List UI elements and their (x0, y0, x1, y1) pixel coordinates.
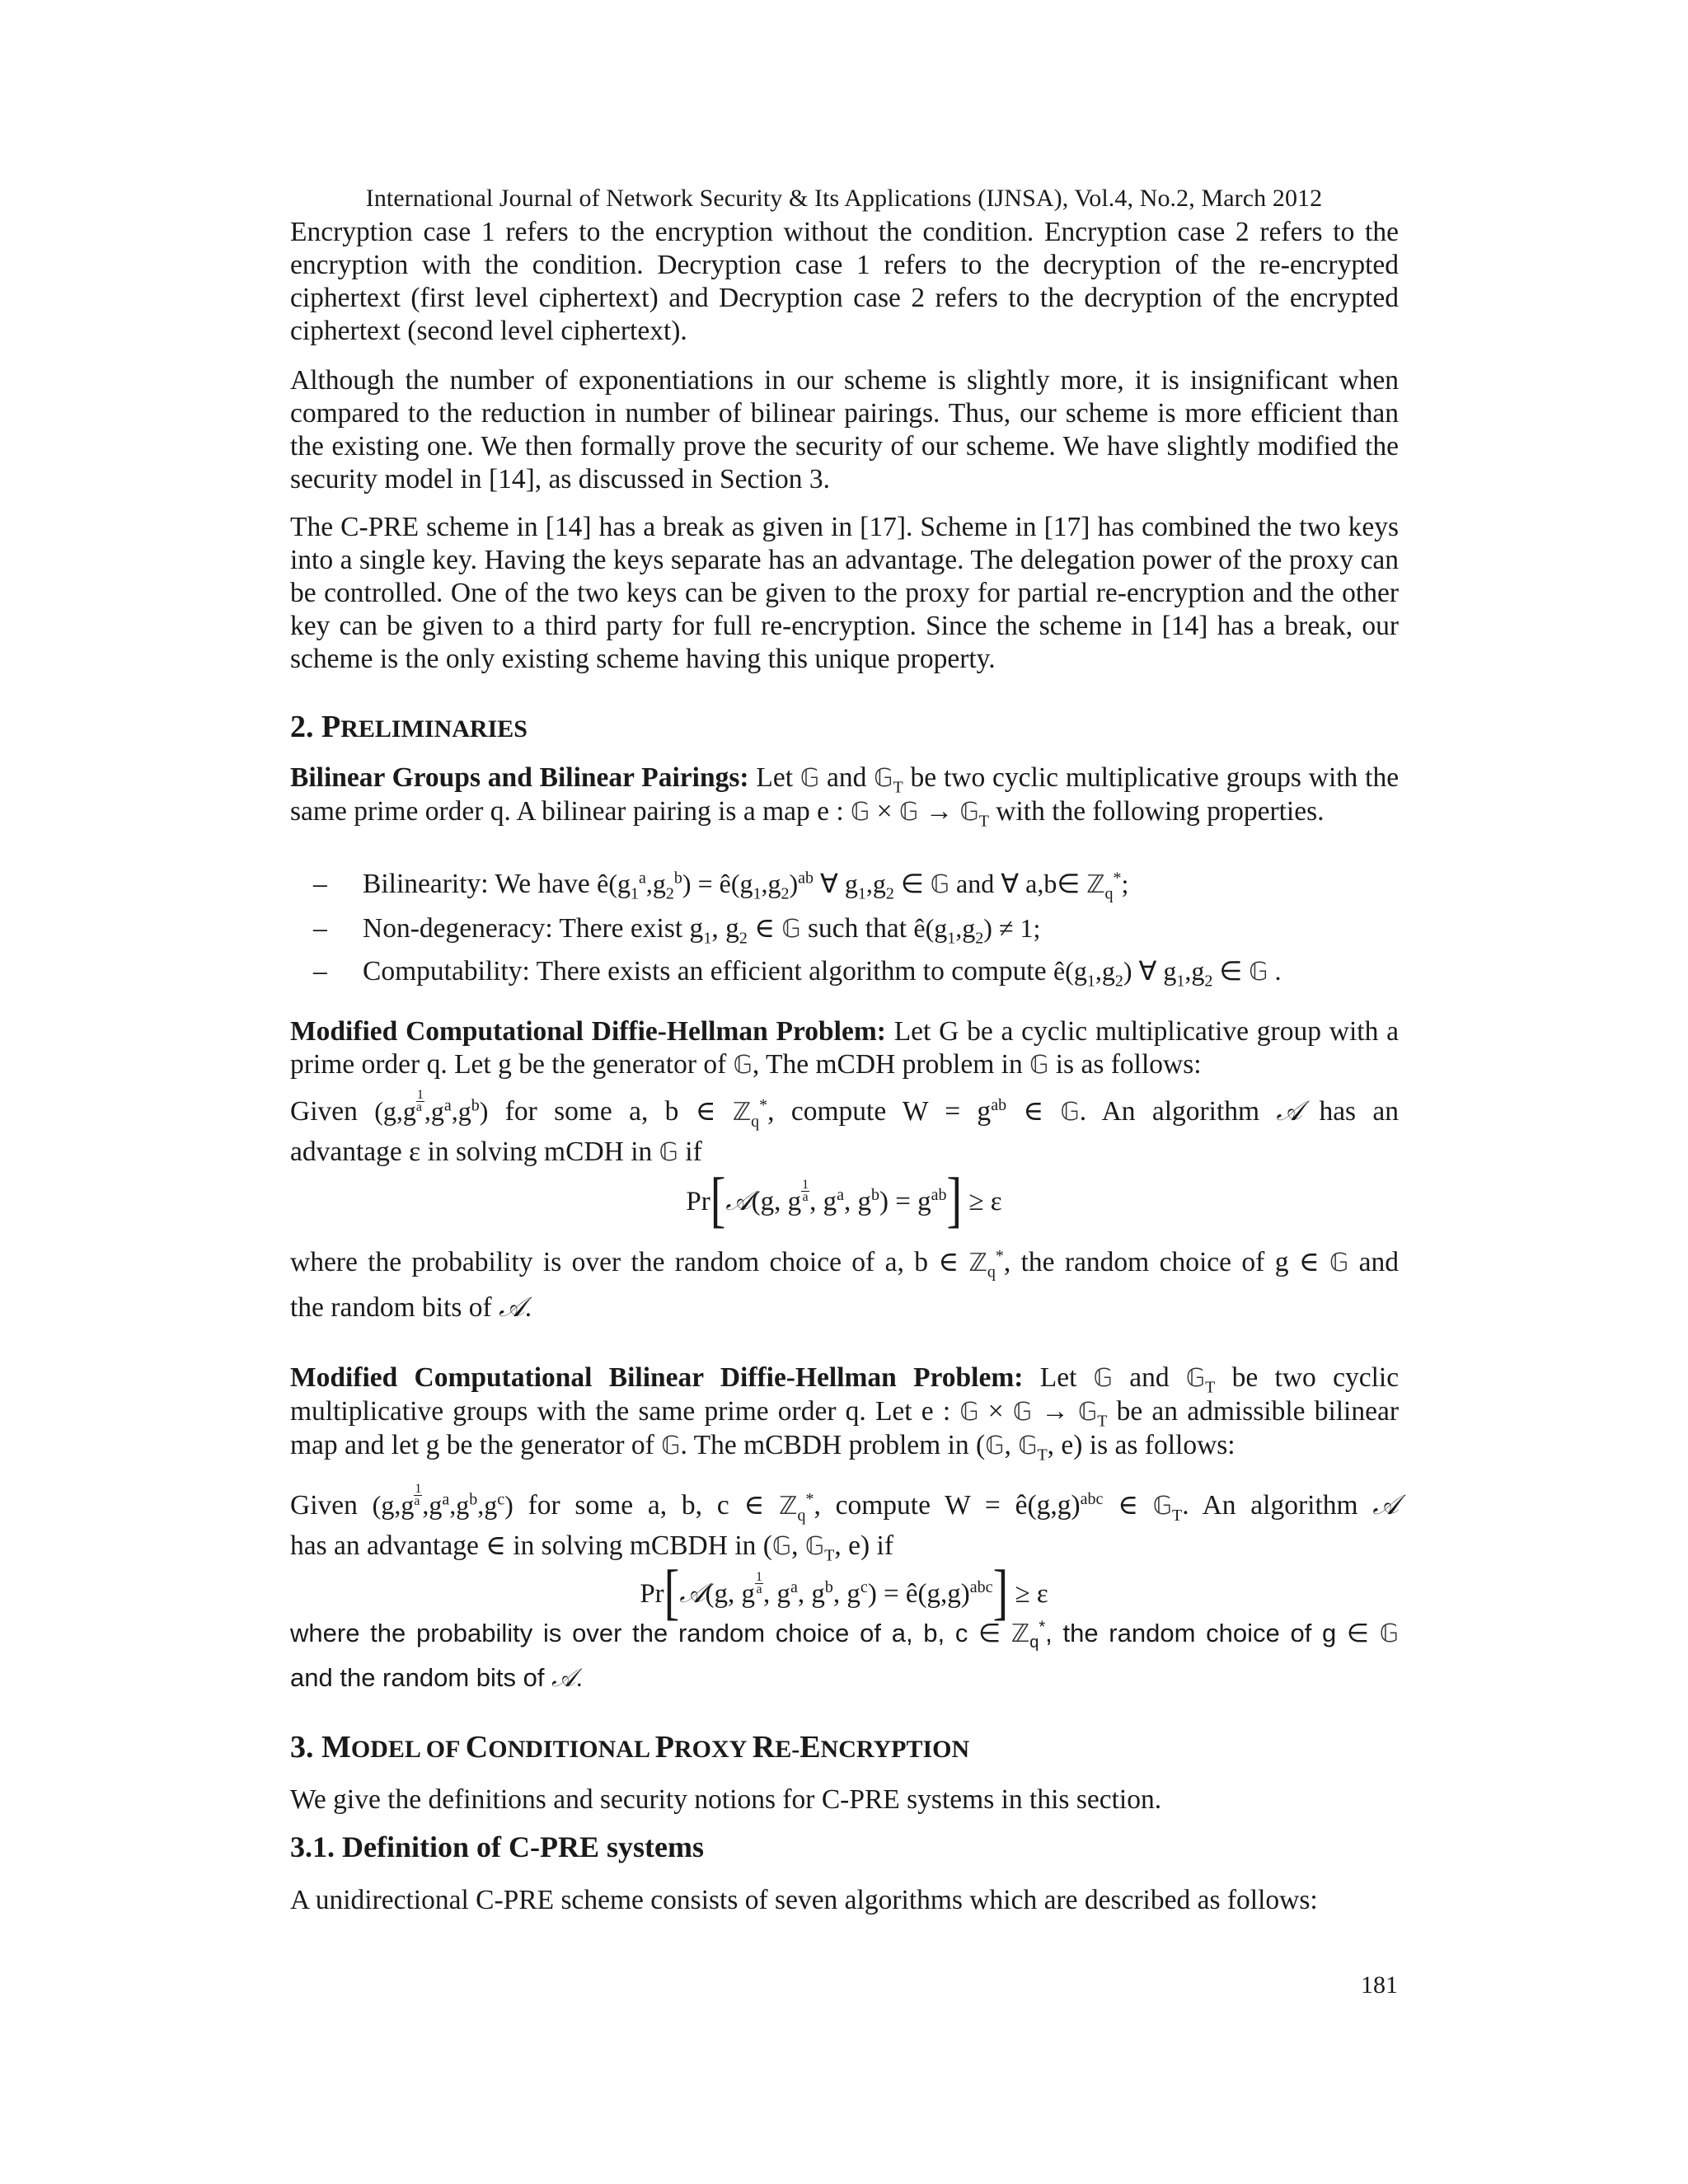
mcdh-bits-line: the random bits of 𝒜. (290, 1291, 532, 1323)
section-3-heading: 3. MODEL OF CONDITIONAL PROXY RE-ENCRYPTION (290, 1730, 970, 1765)
mcbdh-bits-line: and the random bits of 𝒜. (290, 1663, 584, 1693)
mcdh-advantage-line: advantage ε in solving mCDH in 𝔾 if (290, 1137, 702, 1167)
bilinear-groups-lead: Bilinear Groups and Bilinear Pairings: (290, 762, 749, 793)
mcbdh-where-line: where the probability is over the random choice of a, b, c ∈ ℤ$_q$*, the random choice of g ∈ 𝔾 (290, 1618, 1399, 1652)
section-2-heading: 2. PRELIMINARIES (290, 710, 528, 744)
intro-paragraph-1: Encryption case 1 refers to the encryption without the condition. Encryption case 2 refers to the encryption with the condition. Decryption case 1 refers to the decryption of the re-encrypted ciphertext (first level ciphertext) and Decryption case 2 refers to the decryption of the encrypted ciphertext (second level ciphertext). (290, 217, 1399, 346)
section-3-intro: We give the definitions and security notions for C-PRE systems in this section. (290, 1784, 1162, 1815)
subsection-3-1-text: A unidirectional C-PRE scheme consists of seven algorithms which are described as follows: (290, 1885, 1318, 1915)
mcbdh-given-line: Given (g,g $\frac{1}{a}$ $,g^a,g^b,g^c$) for some a, b, c ∈ ℤ$_q$*, compute $W = ê(g,g)^{abc}$ ∈ 𝔾$_T$. An algorithm 𝒜 (290, 1482, 1400, 1525)
page-number: 181 (1361, 1971, 1398, 1999)
mcbdh-advantage-line: has an advantage ∈ in solving mCBDH in (𝔾, 𝔾$_T$, e) if (290, 1530, 894, 1565)
subsection-3-1-heading: 3.1. Definition of C-PRE systems (290, 1830, 704, 1863)
bullet-non-degeneracy: – Non-degeneracy: There exist $g_1$, $g_2$ ∈ 𝔾 such that $ê(g_1,g_2) \ne 1$; (313, 913, 1041, 948)
running-head: International Journal of Network Security & Its Applications (IJNSA), Vol.4, No.2, March 2012 (365, 185, 1323, 212)
mcdh-paragraph: Modified Computational Diffie-Hellman Problem: Let G be a cyclic multiplicative group with a prime order q. Let g be the generator of 𝔾, The mCDH problem in 𝔾 is as follows: (290, 1016, 1399, 1080)
mcdh-where-line: where the probability is over the random choice of a, b ∈ ℤ$_q$*, the random choice of g ∈ 𝔾 and (290, 1246, 1399, 1282)
bullet-computability: – Computability: There exists an efficient algorithm to compute $ê(g_1,g_2)$ ∀ $g_1,g_2$ ∈ 𝔾 . (313, 956, 1282, 991)
mcbdh-equation: Pr[𝒜(g, g $\frac{1}{a}$ , $g^a$, $g^b$, $g^c$) = $ê(g,g)^{abc}] \ge \varepsilon$ (640, 1558, 1048, 1627)
mcbdh-lead: Modified Computational Bilinear Diffie-Hellman Problem: (290, 1362, 1024, 1393)
mcdh-lead: Modified Computational Diffie-Hellman Problem: (290, 1016, 886, 1047)
intro-paragraph-2: Although the number of exponentiations in our scheme is slightly more, it is insignificant when compared to the reduction in number of bilinear pairings. Thus, our scheme is more efficient than the existing one. We then formally prove the security of our scheme. We have slightly modified the security model in [14], as discussed in Section 3. (290, 365, 1399, 494)
mcdh-equation: Pr[𝒜(g, g $\frac{1}{a}$ , $g^a$, $g^b) = g^{ab}] \ge \varepsilon$ (686, 1165, 1002, 1235)
mcbdh-paragraph: Modified Computational Bilinear Diffie-Hellman Problem: Let 𝔾 and 𝔾$_T$ be two cyclic multiplicative groups with the same prime order q. Let e : 𝔾 × 𝔾 → 𝔾$_T$ be an admissible bilinear map and let g be the generator of 𝔾. The mCBDH problem in (𝔾, 𝔾$_T$, e) is as follows: (290, 1362, 1400, 1465)
bilinear-groups-paragraph: Bilinear Groups and Bilinear Pairings: Let 𝔾 and 𝔾$_T$ be two cyclic multiplicative groups with the same prime order q. A bilinear pairing is a map e : 𝔾 × 𝔾 → 𝔾$_T$ with the following properties. (290, 762, 1400, 831)
bullet-bilinearity: – Bilinearity: We have $ê(g_1^a,g_2^b)$ = $ê(g_1,g_2)^{ab}$ ∀ $g_1,g_2$ ∈ 𝔾 and ∀ a,b∈ ℤ$_q$*; (313, 869, 1129, 903)
mcdh-given-line: Given (g,g $\frac{1}{a}$ $,g^a,g^b$) for some a, b ∈ ℤ$_q$*, compute $W = g^{ab}$ ∈ 𝔾. An algorithm 𝒜 has an (290, 1088, 1400, 1131)
intro-paragraph-3: The C-PRE scheme in [14] has a break as given in [17]. Scheme in [17] has combined the two keys into a single key. Having the keys separate has an advantage. The delegation power of the proxy can be controlled. One of the two keys can be given to the proxy for partial re-encryption and the other key can be given to a third party for full re-encryption. Since the scheme in [14] has a break, our scheme is the only existing scheme having this unique property. (290, 512, 1399, 674)
